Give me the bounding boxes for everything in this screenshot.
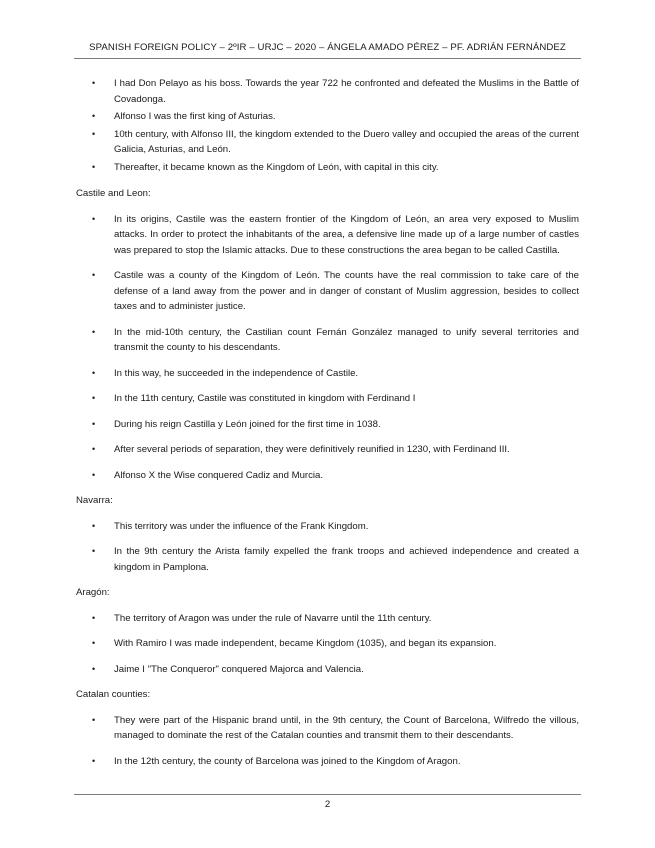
bullet-icon: • <box>92 393 96 403</box>
list-item: • In the 11th century, Castile was constituted in kingdom with Ferdinand I <box>76 391 579 407</box>
bullet-icon: • <box>92 638 96 648</box>
bullet-icon: • <box>92 270 96 280</box>
bullet-icon: • <box>92 161 96 172</box>
bullet-icon: • <box>92 663 96 674</box>
bullet-icon: • <box>92 469 96 480</box>
list-item: • In the mid-10th century, the Castilian count Fernán González managed to unify several territories and transmit the county to his descendants. <box>92 326 579 353</box>
bullet-icon: • <box>92 546 96 556</box>
section-heading-castile: Castile and Leon: <box>76 188 151 199</box>
list-item: • Castile was a county of the Kingdom of León. The counts have the real commission to take care of the defense of a land away from the power and in danger of constant of Muslim aggression, besides to collect taxes and to administer justice. <box>92 270 579 312</box>
list-item: • The territory of Aragon was under the rule of Navarre until the 11th century. <box>76 611 579 627</box>
header-rule <box>74 58 581 59</box>
bullet-icon: • <box>92 367 96 378</box>
bullet-icon: • <box>92 418 96 429</box>
page-header: SPANISH FOREIGN POLICY – 2ºIR – URJC – 2020 – ÁNGELA AMADO PÉREZ – PF. ADRIÁN FERNÁNDEZ <box>89 42 566 53</box>
list-item: • I had Don Pelayo as his boss. Towards the year 722 he confronted and defeated the Muslims in the Battle of Covadonga. <box>92 78 579 105</box>
section-heading-aragon: Aragón: <box>76 587 110 598</box>
list-item: • In the 9th century the Arista family expelled the frank troops and achieved independence and created a kingdom in Pamplona. <box>92 546 579 573</box>
bullet-list <box>76 76 579 175</box>
section-heading-navarra: Navarra: <box>76 495 113 506</box>
list-item: • During his reign Castilla y León joined for the first time in 1038. <box>76 417 579 433</box>
bullet-icon: • <box>92 714 96 725</box>
list-item: • In its origins, Castile was the eastern frontier of the Kingdom of León, an area very exposed to Muslim attacks. In order to protect the inhabitants of the area, a defensive line made up of a large number of castles was prepared to stop the Islamic attacks. Due to these constructions the area began to be called Castilla. <box>92 213 579 256</box>
footer-rule <box>74 794 581 795</box>
list-item: • 10th century, with Alfonso III, the kingdom extended to the Duero valley and occupied the areas of the current Galicia, Asturias, and León. <box>92 128 579 155</box>
bullet-list <box>76 611 579 678</box>
list-item: • After several periods of separation, they were definitively reunified in 1230, with Ferdinand III. <box>76 442 579 458</box>
list-item: • Thereafter, it became known as the Kingdom of León, with capital in this city. <box>76 160 579 176</box>
bullet-icon: • <box>92 78 96 88</box>
bullet-list <box>76 713 579 770</box>
bullet-icon: • <box>92 520 96 531</box>
bullet-icon: • <box>92 444 96 454</box>
bullet-icon: • <box>92 755 96 766</box>
list-item: • Jaime I "The Conqueror" conquered Majorca and Valencia. <box>76 662 579 678</box>
list-item: • They were part of the Hispanic brand until, in the 9th century, the Count of Barcelona, Wilfredo the villous, managed to dominate the rest of the Catalan counties and transmit them to their descendants. <box>92 714 579 741</box>
list-item: • With Ramiro I was made independent, became Kingdom (1035), and began its expansion. <box>76 636 579 652</box>
bullet-icon: • <box>92 326 96 337</box>
list-item: • Alfonso I was the first king of Asturias. <box>76 109 579 125</box>
bullet-icon: • <box>92 612 96 623</box>
list-item: • This territory was under the influence of the Frank Kingdom. <box>76 519 579 535</box>
list-item: • In this way, he succeeded in the independence of Castile. <box>76 366 579 382</box>
page-number: 2 <box>324 799 331 810</box>
bullet-icon: • <box>92 111 96 121</box>
bullet-list <box>76 519 579 576</box>
list-item: • In the 12th century, the county of Barcelona was joined to the Kingdom of Aragon. <box>76 754 579 770</box>
section-heading-catalan: Catalan counties: <box>76 689 151 700</box>
bullet-icon: • <box>92 213 96 224</box>
bullet-icon: • <box>92 128 96 139</box>
document-body <box>76 76 579 769</box>
list-item: • Alfonso X the Wise conquered Cadiz and Murcia. <box>76 468 579 484</box>
bullet-list <box>76 212 579 484</box>
